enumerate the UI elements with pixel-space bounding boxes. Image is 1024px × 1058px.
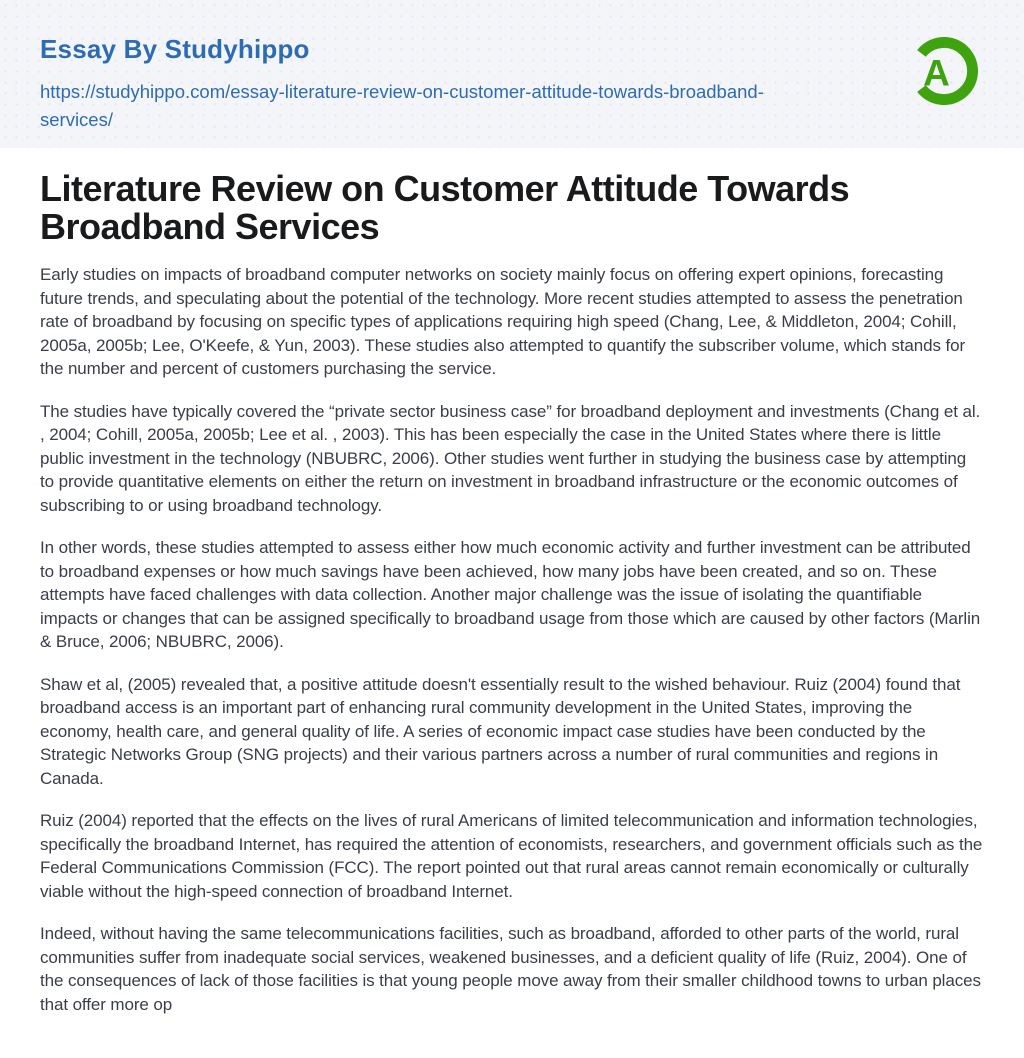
site-title: Essay By Studyhippo bbox=[40, 34, 310, 64]
logo-letter: A bbox=[923, 52, 950, 94]
article-paragraph-6: Indeed, without having the same telecommunications facilities, such as broadband, afforded to other parts of the world, rural communities suffer from inadequate social services, weakened businesses, and a deficient quality of life (Ruiz, 2004). One of the consequences of lack of those facilities is that young people move away from their smaller childhood towns to urban places that offer more op bbox=[40, 924, 981, 1014]
logo-arc-icon bbox=[902, 29, 986, 113]
page-title: Literature Review on Customer Attitude Towards Broadband Services bbox=[40, 168, 850, 247]
article-paragraph-2: The studies have typically covered the “private sector business case” for broadband deployment and investments (Chang et al. , 2004; Cohill, 2005a, 2005b; Lee et al. , 2003). This has been especially the case in the United States where there is little public investment in the technology (NBUBRC, 2006). Other studies went further in studying the business case by attempting to provide quantitative elements on either the return on investment in broadband infrastructure or the economic outcomes of subscribing to or using broadband technology. bbox=[40, 401, 981, 515]
article-paragraph-1: Early studies on impacts of broadband computer networks on society mainly focus on offering expert opinions, forecasting future trends, and speculating about the potential of the technology. More recent studies attempted to assess the penetration rate of broadband by focusing on specific types of applications requiring high speed (Chang, Lee, & Middleton, 2004; Cohill, 2005a, 2005b; Lee, O'Keefe, & Yun, 2003). These studies also attempted to quantify the subscriber volume, which stands for the number and percent of customers purchasing the service. bbox=[40, 265, 966, 378]
article-paragraph-5: Ruiz (2004) reported that the effects on the lives of rural Americans of limited telecommunication and information technologies, specifically the broadband Internet, has required the attention of economists, researchers, and government officials such as the Federal Communications Commission (FCC). The report pointed out that rural areas cannot remain economically or culturally viable without the high-speed connection of broadband Internet. bbox=[40, 811, 983, 901]
article-paragraph-4: Shaw et al, (2005) revealed that, a positive attitude doesn't essentially result to the wished behaviour. Ruiz (2004) found that broadband access is an important part of enhancing rural community development in the United States, improving the economy, health care, and general quality of life. A series of economic impact case studies have been conducted by the Strategic Networks Group (SNG projects) and their various partners across a number of rural communities and regions in Canada. bbox=[40, 674, 961, 788]
essay-article bbox=[0, 170, 1024, 1016]
page-header bbox=[0, 0, 1024, 148]
studyhippo-logo[interactable] bbox=[902, 29, 986, 113]
article-paragraph-3: In other words, these studies attempted to assess either how much economic activity and further investment can be attributed to broadband expenses or how much savings have been achieved, how many jobs have been created, and so on. These attempts have faced challenges with data collection. Another major challenge was the issue of isolating the quantifiable impacts or changes that can be assigned specifically to broadband usage from those which are caused by other factors (Marlin & Bruce, 2006; NBUBRC, 2006). bbox=[40, 538, 981, 651]
essay-url-link[interactable]: https://studyhippo.com/essay-literature-review-on-customer-attitude-towards-broadband-services/ bbox=[40, 81, 764, 130]
